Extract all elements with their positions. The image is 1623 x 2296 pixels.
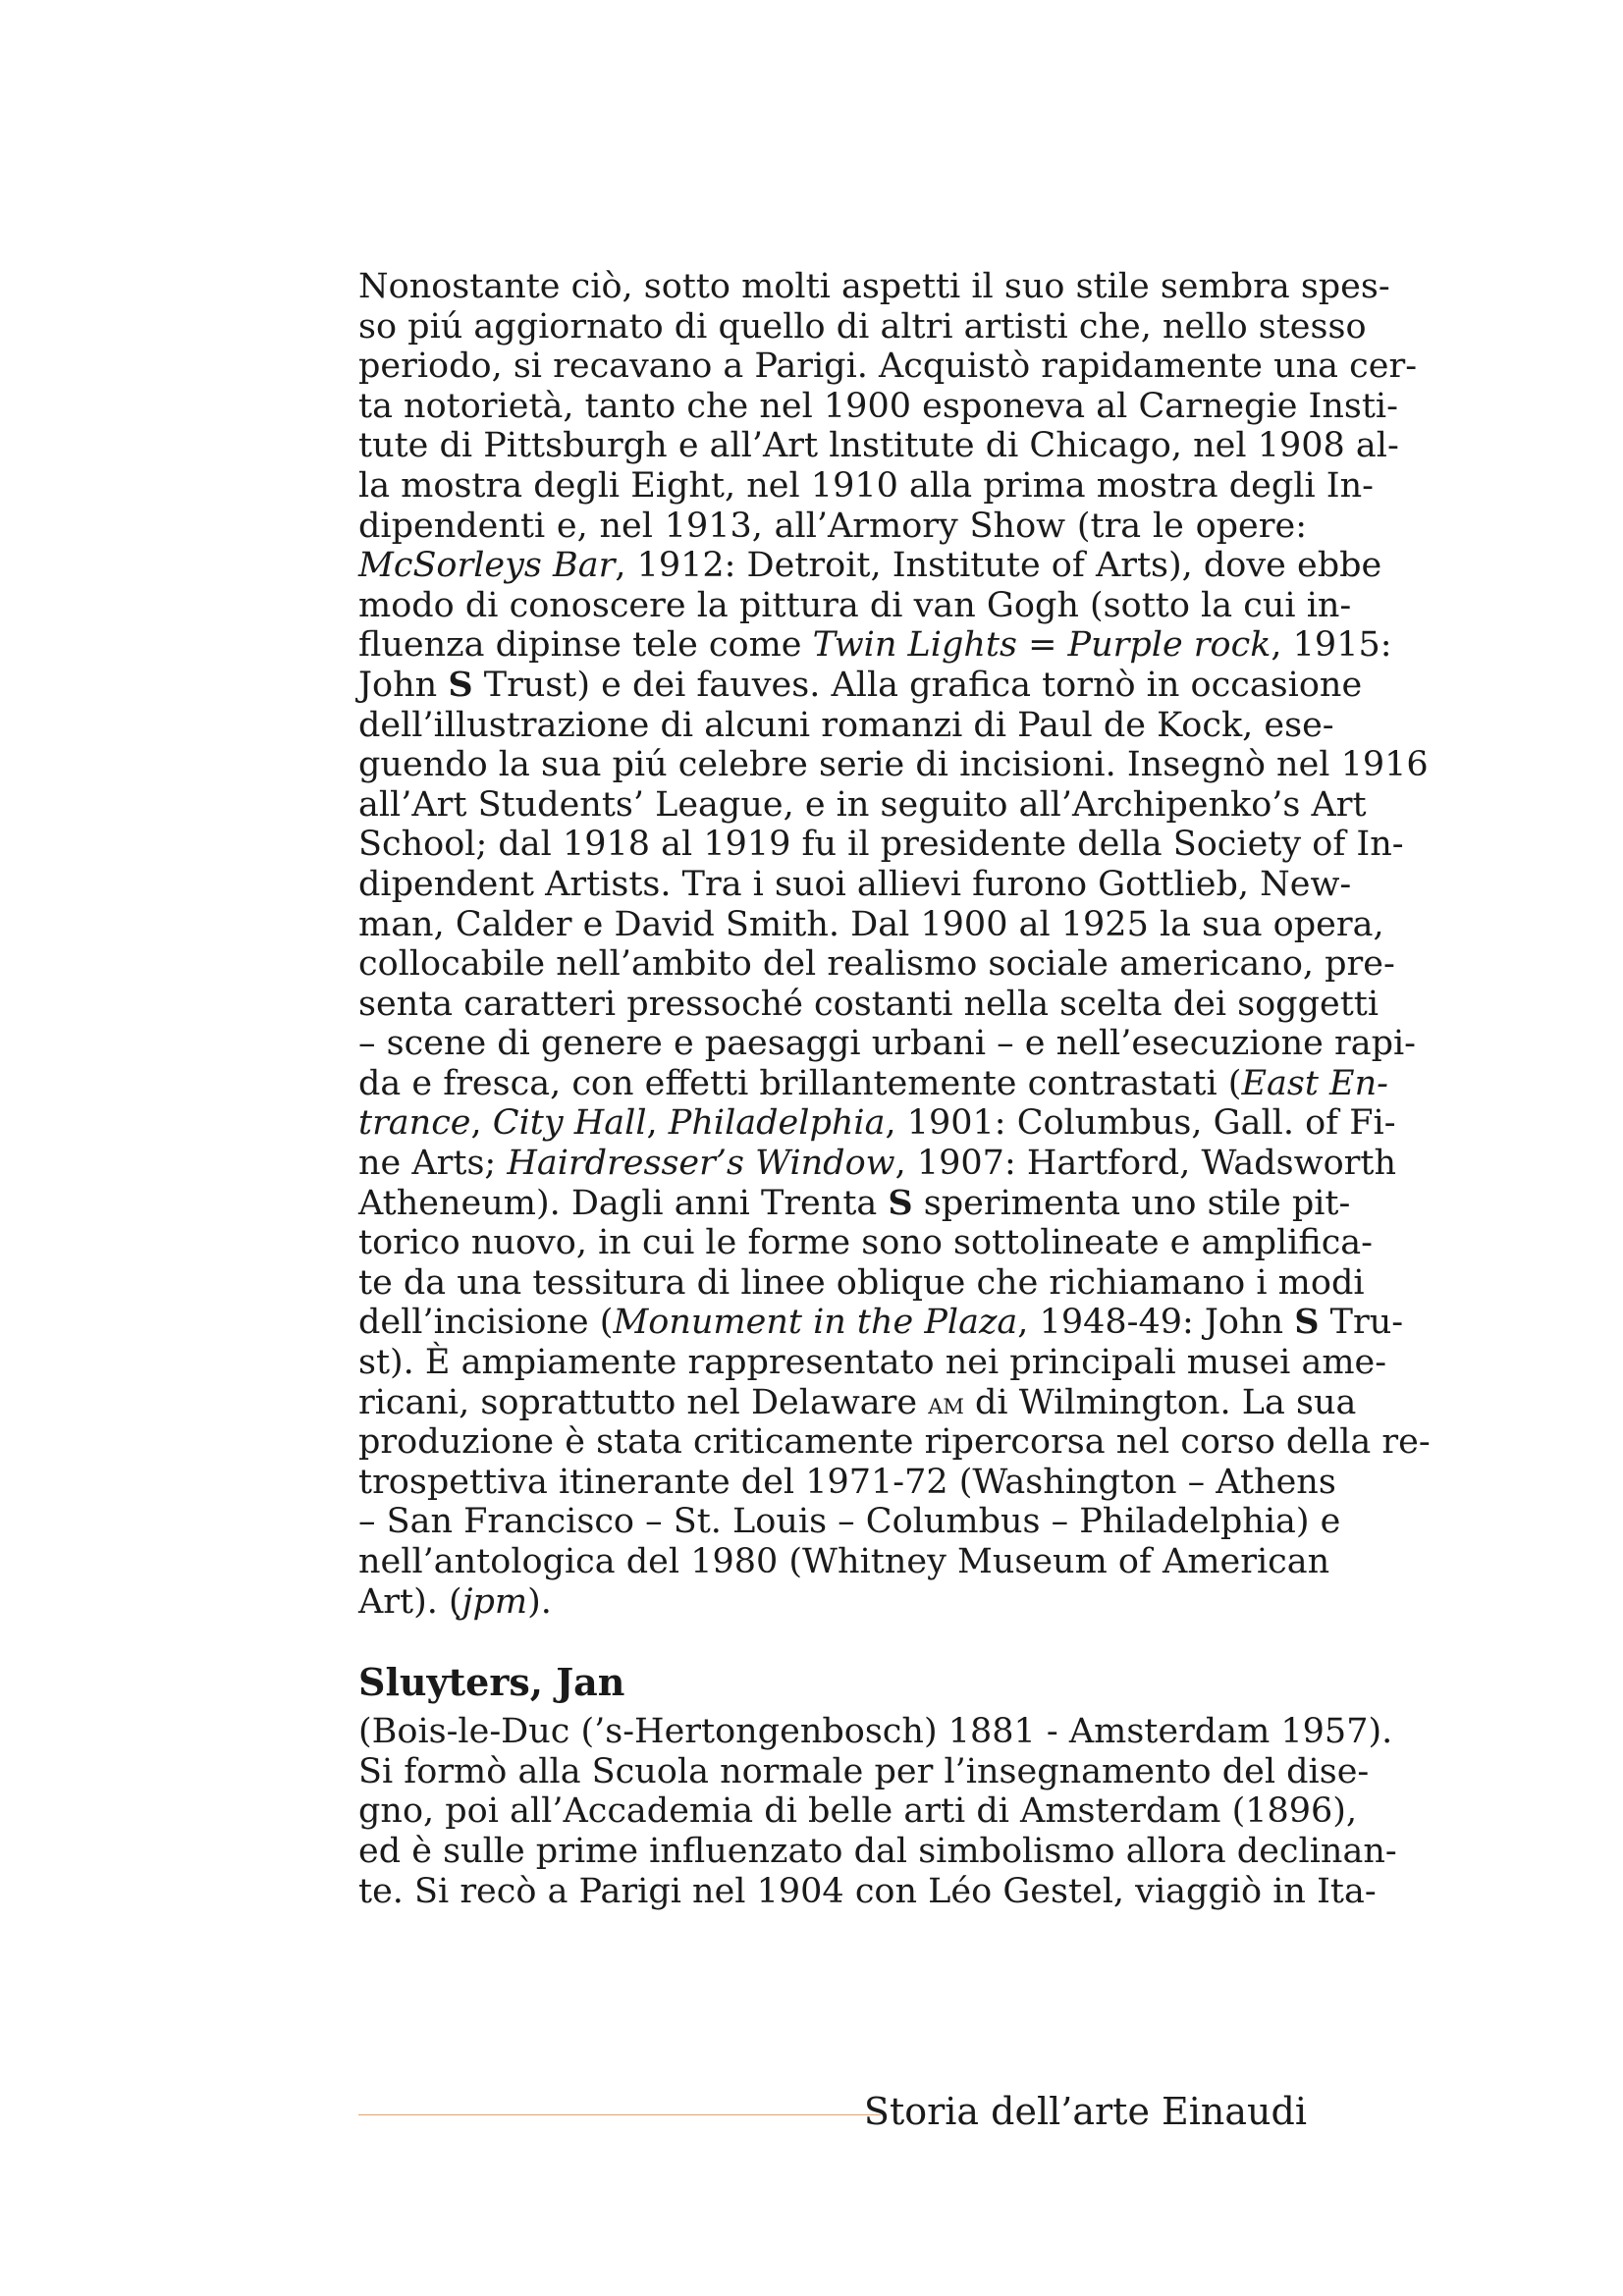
entry-heading: Sluyters, Jan	[358, 1660, 625, 1705]
text-line	[358, 1791, 1358, 1832]
text-run: am	[928, 1386, 964, 1421]
text-run: School; dal 1918 al 1919 fu il presidente della Society of In-	[358, 825, 1404, 865]
text-line	[358, 1871, 1377, 1912]
text-run: collocabile nell’ambito del realismo sociale americano, pre-	[358, 944, 1395, 985]
text-run: , 1901: Columbus, Gall. of Fi-	[885, 1103, 1396, 1144]
text-line	[358, 1024, 1417, 1064]
text-run: Hairdresser’s Window	[507, 1144, 895, 1184]
entry-text	[358, 1712, 1397, 1911]
text-run: , 1915:	[1271, 625, 1392, 666]
text-line	[358, 705, 1334, 746]
text-line	[358, 585, 1352, 626]
text-run: Atheneum). Dagli anni Trenta	[358, 1183, 889, 1223]
text-run: te da una tessitura di linee oblique che richiamano i modi	[358, 1262, 1365, 1303]
page-body	[358, 267, 1431, 1911]
text-run: Philadelphia	[668, 1103, 886, 1144]
text-run: Monument in the Plaza	[613, 1303, 1018, 1343]
text-run: , 1948-49: John	[1017, 1303, 1295, 1343]
text-run: Twin Lights = Purple rock	[812, 625, 1271, 666]
text-run: st). È ampiamente rappresentato nei principali musei ame-	[358, 1343, 1387, 1383]
text-run: ricani, soprattutto nel Delaware	[358, 1382, 929, 1422]
text-run: Art). (	[358, 1581, 462, 1622]
text-run: John	[358, 665, 449, 705]
text-line	[358, 1302, 1404, 1343]
text-line	[358, 306, 1367, 347]
text-run: ,	[646, 1103, 669, 1144]
text-line	[358, 465, 1375, 507]
text-run: modo di conoscere la pittura di van Gogh (sotto la cui in-	[358, 585, 1352, 625]
text-run: – San Francisco – St. Louis – Columbus – Philadelphia) e	[358, 1502, 1341, 1542]
text-line	[358, 1144, 1396, 1184]
text-line	[358, 1422, 1431, 1463]
text-run: da e fresca, con effetti brillantemente contrastati (	[358, 1063, 1242, 1103]
text-run: te. Si recò a Parigi nel 1904 con Léo Gestel, viaggiò in Ita-	[358, 1871, 1377, 1911]
footer-rule	[358, 2114, 881, 2115]
text-run: di Wilmington. La sua	[963, 1382, 1357, 1422]
text-line	[358, 386, 1398, 427]
text-run: Si formò alla Scuola normale per l’insegnamento del dise-	[358, 1751, 1370, 1791]
text-run: man, Calder e David Smith. Dal 1900 al 1925 la sua opera,	[358, 904, 1384, 944]
text-run: – scene di genere e paesaggi urbani – e nell’esecuzione rapi-	[358, 1024, 1417, 1064]
text-run: dell’incisione (	[358, 1303, 614, 1343]
text-run: trospettiva itinerante del 1971-72 (Washington – Athens	[358, 1462, 1336, 1502]
text-run: all’Art Students’ League, e in seguito all’Archipenko’s Art	[358, 784, 1367, 825]
text-run: , 1912: Detroit, Institute of Arts), dove ebbe	[615, 546, 1382, 586]
text-run: S	[888, 1182, 913, 1223]
text-run: ).	[527, 1581, 552, 1622]
text-line	[358, 1542, 1330, 1582]
text-line	[358, 1223, 1373, 1263]
text-run: ta notorietà, tanto che nel 1900 esponeva al Carnegie Insti-	[358, 386, 1398, 426]
text-run: McSorleys Bar	[358, 546, 616, 586]
text-run: gno, poi all’Accademia di belle arti di Amsterdam (1896),	[358, 1791, 1358, 1832]
text-line	[358, 1462, 1336, 1503]
text-run: ne Arts;	[358, 1144, 508, 1184]
text-run: S	[448, 664, 473, 705]
text-run: Trust) e dei fauves. Alla grafica tornò in occasione	[472, 665, 1363, 705]
text-line	[358, 864, 1352, 905]
text-run: nell’antologica del 1980 (Whitney Museum of American	[358, 1542, 1330, 1581]
text-run: ed è sulle prime influenzato dal simbolismo allora declinan-	[358, 1831, 1397, 1871]
text-line	[358, 426, 1399, 466]
text-line	[358, 1831, 1397, 1872]
text-line	[358, 984, 1380, 1025]
text-line	[358, 267, 1390, 307]
text-run: senta caratteri pressoché costanti nella scelta dei soggetti	[358, 984, 1380, 1024]
text-run: la mostra degli Eight, nel 1910 alla prima mostra degli In-	[358, 465, 1375, 506]
text-run: East En-	[1241, 1063, 1388, 1103]
text-line	[358, 625, 1392, 666]
text-run: (Bois-le-Duc (’s-Hertongenbosch) 1881 - Amsterdam 1957).	[358, 1712, 1393, 1752]
text-run: torico nuovo, in cui le forme sono sottolineate e amplifica-	[358, 1223, 1373, 1263]
text-run: tute di Pittsburgh e all’Art lnstitute di Chicago, nel 1908 al-	[358, 426, 1399, 466]
text-run: Tru-	[1319, 1303, 1404, 1343]
body-text	[358, 267, 1431, 1622]
text-line	[358, 825, 1404, 865]
text-run: trance	[358, 1103, 471, 1144]
text-line	[358, 1063, 1388, 1104]
text-run: produzione è stata criticamente ripercorsa nel corso della re-	[358, 1422, 1431, 1463]
text-line	[358, 1382, 1357, 1423]
footer-title: Storia dell’arte Einaudi	[863, 2090, 1307, 2133]
text-run: jpm	[461, 1581, 528, 1622]
text-line	[358, 1182, 1351, 1224]
text-run: S	[1294, 1302, 1320, 1343]
text-line	[358, 904, 1384, 945]
text-run: sperimenta uno stile pit-	[912, 1183, 1351, 1223]
text-run: so piú aggiornato di quello di altri artisti che, nello stesso	[358, 306, 1367, 347]
text-run: Nonostante ciò, sotto molti aspetti il suo stile sembra spes-	[358, 267, 1390, 306]
text-run: ,	[470, 1103, 493, 1144]
text-line	[358, 507, 1307, 547]
text-line	[358, 1582, 1307, 1623]
text-run: dipendent Artists. Tra i suoi allievi furono Gottlieb, New-	[358, 864, 1352, 904]
text-run: guendo la sua piú celebre serie di incisioni. Insegnò nel 1916	[358, 745, 1429, 785]
text-run: , 1907: Hartford, Wadsworth	[894, 1144, 1396, 1184]
text-line	[358, 1712, 1393, 1752]
text-run: dell’illustrazione di alcuni romanzi di Paul de Kock, ese-	[358, 705, 1334, 745]
text-line	[358, 944, 1395, 985]
text-line	[358, 745, 1429, 785]
text-line	[358, 347, 1418, 387]
text-run: periodo, si recavano a Parigi. Acquistò rapidamente una cer-	[358, 347, 1418, 387]
text-line	[358, 1751, 1370, 1792]
text-line	[358, 546, 1382, 586]
page-footer	[358, 2087, 1307, 2136]
text-line	[358, 784, 1367, 826]
text-line	[358, 664, 1363, 706]
text-line	[358, 1502, 1341, 1542]
text-line	[358, 1262, 1365, 1304]
text-run: City Hall	[492, 1103, 647, 1144]
text-line	[358, 1343, 1387, 1383]
text-line	[358, 1103, 1396, 1144]
text-run: dipendenti e, nel 1913, all’Armory Show (tra le opere:	[358, 506, 1307, 546]
text-run: fluenza dipinse tele come	[358, 625, 813, 666]
